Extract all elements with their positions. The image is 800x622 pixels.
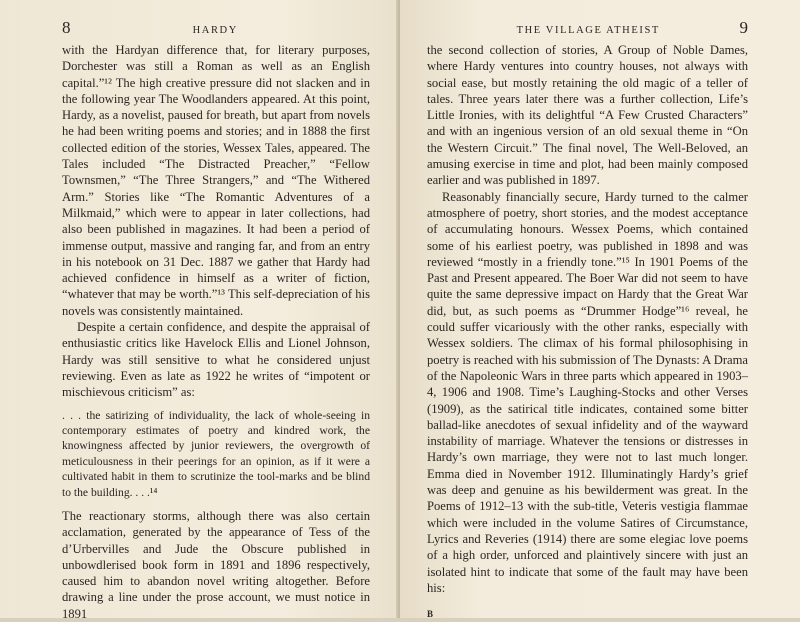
paragraph: Reasonably financially secure, Hardy turned to the calmer atmosphere of poetry, short stories, and the modest acceptance of accumulating honours. Wessex Poems, which contained some of his earliest poetry, was published in 1898 and was reviewed “mostly in a friendly tone.”¹⁵ In 1901 Poems of the Past and Present appeared. The Boer War did not seem to have quite the same depressive impact on Hardy that the Great War did, but, as such poems as “Drummer Hodge”¹⁶ reveal, he could suffer vicariously with the other ranks, especially with Wessex soldiers. The climax of his formal philosophising in poetry is reached with his submission of The Dynasts: A Drama of the Napoleonic Wars in three parts which appeared in 1903–4, 1906 and 1908. Time’s Laughing-Stocks and other Verses (1909), as the satirical title indicates, contained some bitter ballad-like anecdotes of sexual infidelity and of the wayward instability of marriage. Whatever the tensions or distresses in Hardy’s own marriage, they were not to last much longer. Emma died in November 1912. Illuminatingly Hardy’s grief was deep and genuine as his bewilderment was great. In the Poems of 1912–13 with the sub-title, Veteris vestigia flammae which were included in the volume Satires of Circumstance, Lyrics and Reveries (1914) there are some elegiac love poems of a high order, unforced and plaintively sincere with just an isolated hint to indicate that some of the fault may have been his:	[427, 189, 748, 595]
paragraph: with the Hardyan difference that, for literary purposes, Dorchester was still a Roman as well as an English capital.”¹² The high creative pressure did not slacken and in the following year The Woodlanders appeared. At this point, Hardy, as a novelist, paused for breath, but apart from novels he had been writing poems and stories; and in 1888 the first collected edition of the stories, Wessex Tales, appeared. The Tales included “The Distracted Preacher,” “Fellow Townsmen,” “The Three Strangers,” and “The Withered Arm.” Stories like “The Romantic Adventures of a Milkmaid,” which were to appear in later collections, had also been published in magazines. It had been a period of immense output, massive and ranging far, and from an entry in his notebook on 31 Dec. 1887 we gather that Hardy had achieved confidence in himself as a writer of fiction, “whatever that may be worth.”¹³ This self-depreciation of his novels was consistently maintained.	[62, 43, 370, 318]
right-page	[400, 0, 800, 618]
page-number: 9	[739, 18, 748, 37]
running-head: THE VILLAGE ATHEIST	[516, 25, 660, 36]
block-quote: . . . the satirizing of individuality, the lack of whole-seeing in contemporary estimates of poetry and kindred work, the knowingness affected by junior reviewers, the overgrowth of meticulousness in their peerings for an opinion, as if it were a cultivated habit in them to scrutinize the tool-marks and be blind to the building. . . .¹⁴	[62, 408, 370, 499]
left-page	[0, 0, 400, 621]
paragraph: Despite a certain confidence, and despite the appraisal of enthusiastic critics like Havelock Ellis and Lionel Johnson, Hardy was still sensitive to what he considered unjust reviewing. Even as late as 1922 he writes of “impotent or mischievous criticism” as:	[62, 320, 370, 400]
paragraph: The reactionary storms, although there was also certain acclamation, generated by the appearance of Tess of the d’Urbervilles and Jude the Obscure published in unbowdlerised book form in 1891 and 1896 respectively, caused him to abandon novel writing altogether. Before drawing a line under the prose account, we must notice in 1891	[62, 508, 370, 621]
signature-mark: B	[427, 609, 435, 620]
left-page-body	[62, 42, 370, 622]
paragraph: the second collection of stories, A Group of Noble Dames, where Hardy ventures into country houses, not always with social ease, but mostly retaining the old magic of a teller of tales. Three years later there was a further collection, Life’s Little Ironies, with its delightful “A Few Crusted Characters” and with an ingenious version of an old sexual theme in “On the Western Circuit.” The final novel, The Well-Beloved, an amusing exercise in time and plot, had been mainly composed earlier and was published in 1897.	[427, 43, 748, 188]
page-number: 8	[62, 18, 71, 37]
running-head: HARDY	[192, 25, 238, 36]
left-page-header	[62, 18, 370, 40]
right-page-header	[427, 18, 748, 40]
right-page-body	[427, 42, 748, 622]
